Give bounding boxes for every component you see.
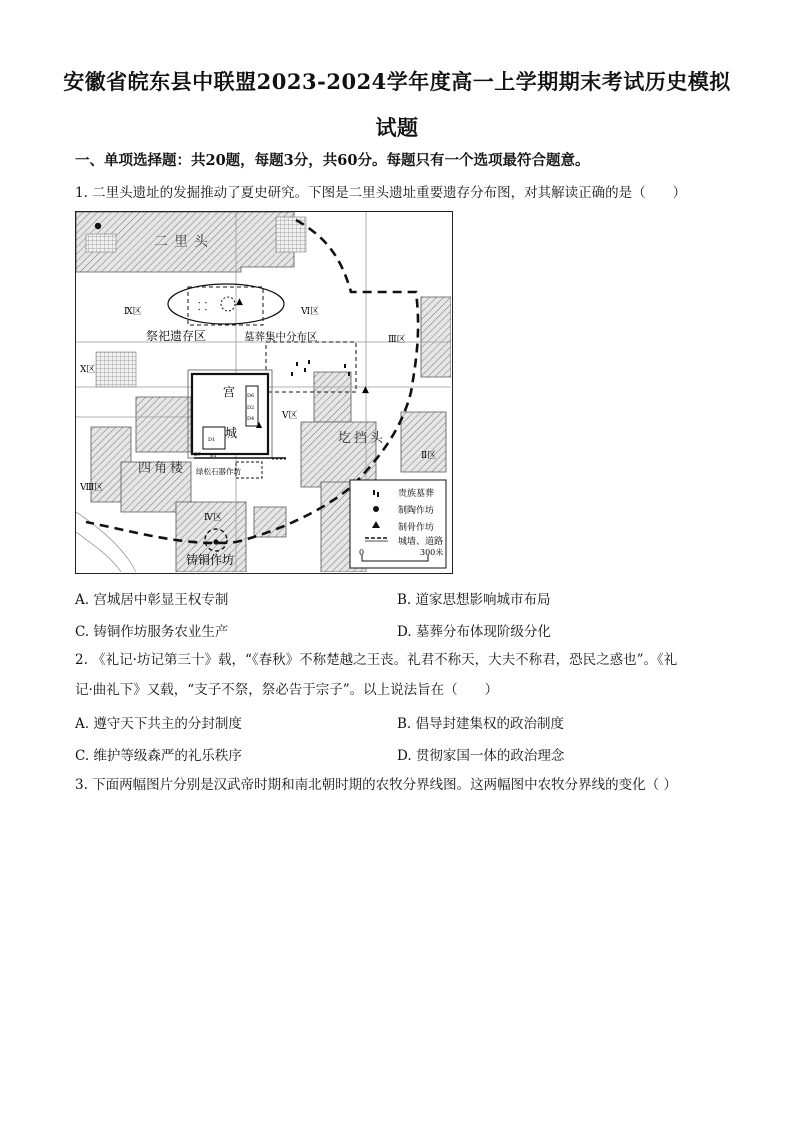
label-tomb-area: 墓葬集中分布区 [244, 331, 318, 343]
label-hedangtou: 圪挡头 [338, 431, 387, 446]
district-2: Ⅱ区 [421, 451, 437, 461]
q2-option-b[interactable]: B. 倡导封建集权的政治制度 [397, 716, 565, 732]
district-5: Ⅴ区 [282, 411, 298, 421]
building-d6: D6 [247, 393, 255, 399]
section-heading: 一、单项选择题：共20题，每题3分，共60分。每题只有一个选项最符合题意。 [75, 152, 590, 169]
question-2-stem-line2: 记·曲礼下》又载，“支子不祭，祭必告于宗子”。以上说法旨在（ ） [75, 682, 499, 698]
scale-end: 300米 [420, 548, 444, 557]
district-3: Ⅲ区 [388, 335, 406, 345]
q2-option-a[interactable]: A. 遵守天下共主的分封制度 [75, 716, 242, 732]
map-legend [350, 480, 446, 568]
q1-option-a[interactable]: A. 宫城居中彰显王权专制 [75, 592, 229, 608]
pottery-dot [95, 223, 101, 229]
sacrifice-ellipse [168, 284, 284, 324]
q1-option-d[interactable]: D. 墓葬分布体现阶级分化 [397, 624, 551, 640]
label-sacrifice-area: 祭祀遗存区 [146, 329, 207, 343]
scale-start: 0 [359, 548, 365, 557]
svg-text:▲: ▲ [256, 420, 263, 429]
legend-noble-tombs: 贵族墓葬 [398, 489, 435, 499]
label-sijiaolou: 四角楼 [138, 461, 187, 476]
label-erlitou: 二里头 [154, 234, 214, 250]
building-d8: B7 [194, 452, 201, 458]
q1-option-b[interactable]: B. 道家思想影响城市布局 [397, 592, 551, 608]
district-4: Ⅳ区 [204, 513, 222, 523]
district-10: Ⅹ区 [80, 365, 96, 375]
q1-option-c[interactable]: C. 铸铜作坊服务农业生产 [75, 624, 229, 640]
building-d4: D4 [247, 416, 255, 422]
label-palace-1: 宫 [223, 385, 236, 399]
legend-walls-roads: 城墙、道路 [398, 537, 444, 547]
building-b7: B1 [210, 453, 217, 459]
building-b1: D1 [208, 437, 216, 443]
question-1-stem: 1. 二里头遗址的发掘推动了夏史研究。下图是二里头遗址重要遗存分布图，对其解读正确的是（ ） [75, 185, 687, 201]
svg-text:⸬: ⸬ [198, 300, 208, 313]
district-8: Ⅷ区 [80, 483, 104, 493]
question-2-stem-line1: 2. 《礼记·坊记第三十》载，“《春秋》不称楚越之王丧。礼君不称天，大夫不称君，恐民之惑也”。《礼 [75, 652, 678, 668]
q2-option-c[interactable]: C. 维护等级森严的礼乐秩序 [75, 748, 242, 764]
q2-option-d[interactable]: D. 贯彻家国一体的政治理念 [397, 748, 565, 764]
label-turquoise-workshop: 绿松石器作坊 [196, 467, 241, 476]
district-9: Ⅸ区 [124, 307, 142, 317]
legend-bone-workshop: 制骨作坊 [398, 523, 435, 533]
svg-text:▲: ▲ [362, 385, 369, 395]
legend-pottery-workshop: 制陶作坊 [398, 506, 435, 516]
building-d2: D2 [247, 405, 255, 411]
document-title-line2: 试题 [375, 115, 419, 140]
question-3-stem: 3. 下面两幅图片分别是汉武帝时期和南北朝时期的农牧分界线图。这两幅图中农牧分界线的变化（ ） [75, 777, 677, 793]
document-title-line1: 安徽省皖东县中联盟2023-2024学年度高一上学期期末考试历史模拟 [63, 69, 731, 94]
district-6: Ⅵ区 [301, 307, 320, 317]
svg-text:▲: ▲ [236, 297, 243, 307]
label-bronze-workshop: 铸铜作坊 [186, 553, 235, 567]
erlitou-site-map [75, 211, 453, 574]
label-palace-2: 城 [225, 426, 238, 440]
